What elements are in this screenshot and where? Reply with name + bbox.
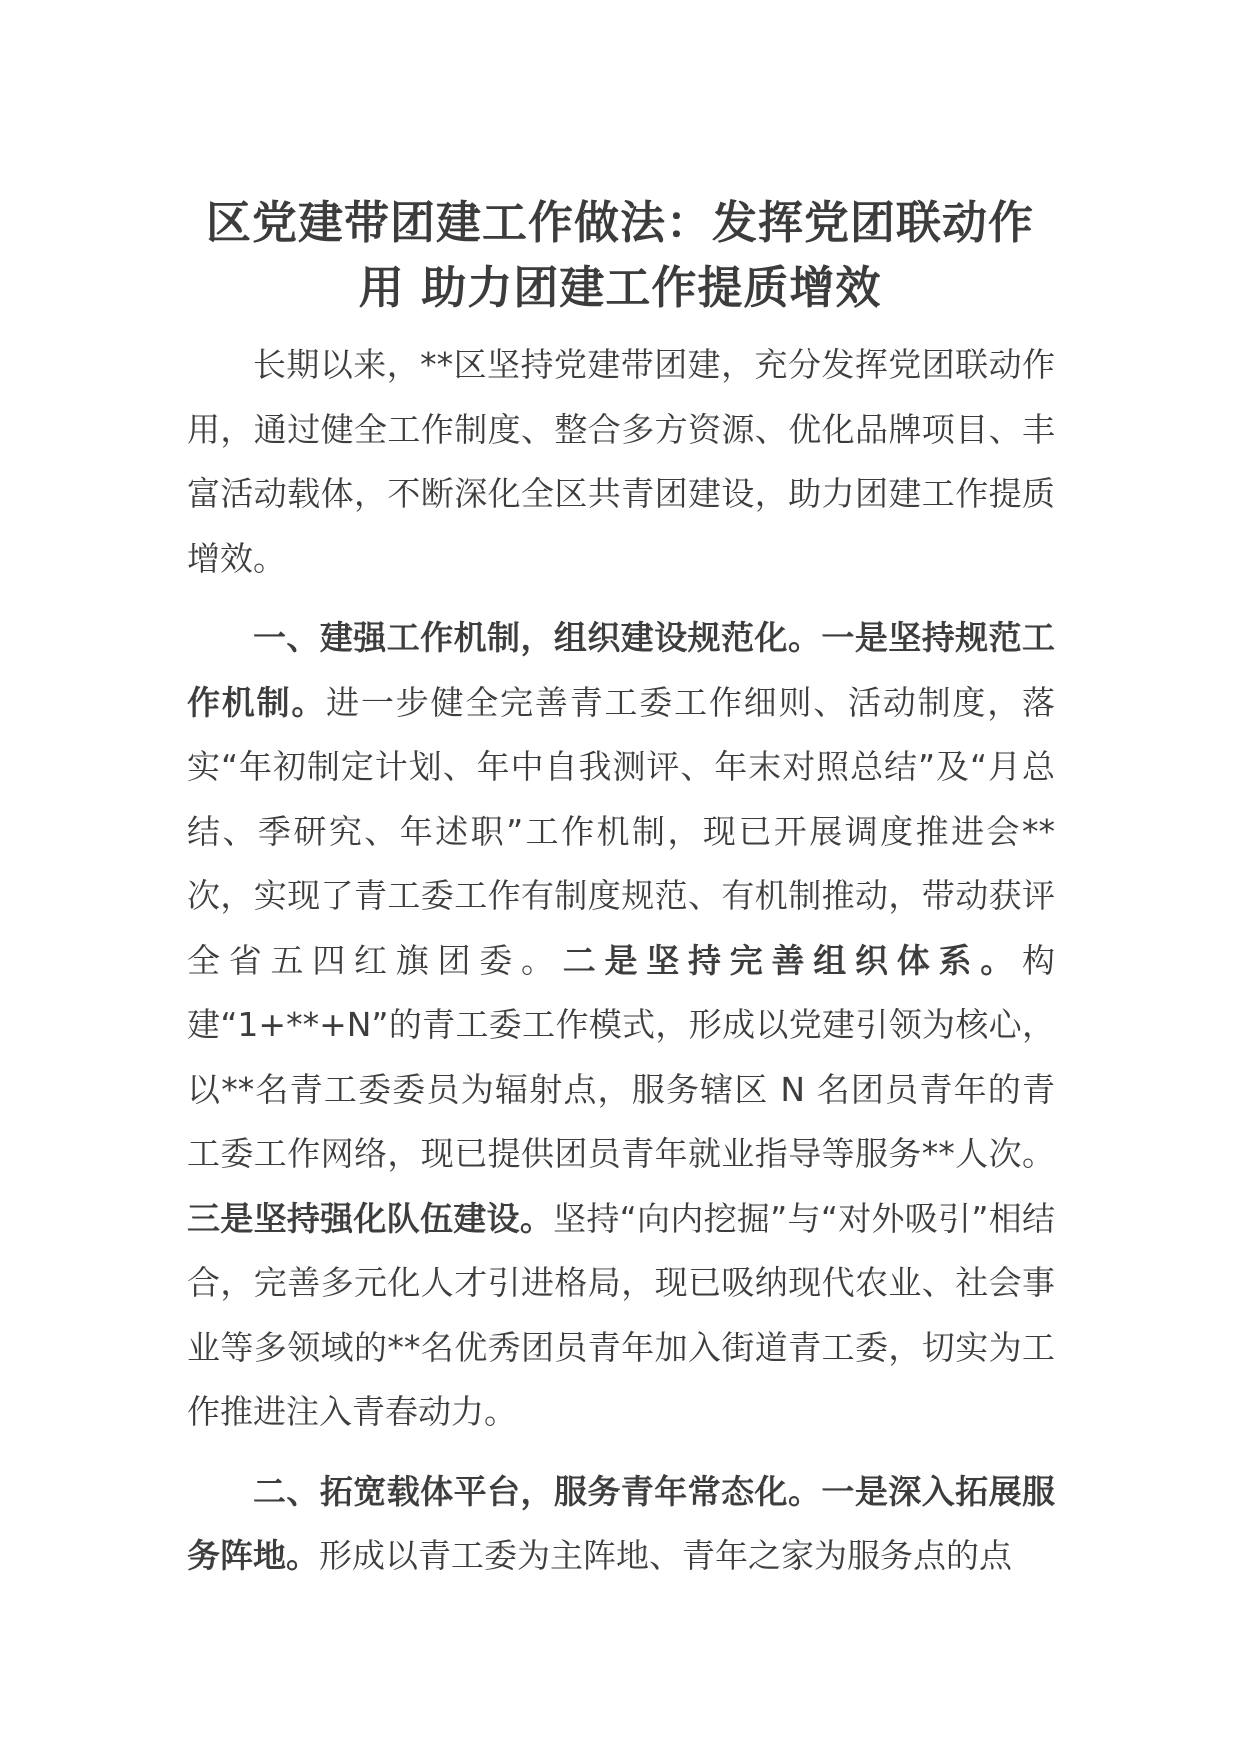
section-1-point-2-text: 构建“1+**+N”的青工委工作模式，形成以党建引领为核心，以**名青工委委员为辐射点，服务辖区 N 名团员青年的青工委工作网络，现已提供团员青年就业指导等服务**人次。 bbox=[187, 940, 1055, 1173]
document-body bbox=[187, 333, 1055, 1589]
section-1-point-3-heading: 三是坚持强化队伍建设。 bbox=[187, 1198, 554, 1238]
document-title bbox=[150, 190, 1090, 320]
section-1-heading: 一、建强工作机制，组织建设规范化。 bbox=[253, 618, 822, 657]
section-1-point-1-text: 进一步健全完善青工委工作细则、活动制度，落实“年初制定计划、年中自我测评、年末对照总结”及“月总结、季研究、年述职”工作机制，现已开展调度推进会**次，实现了青工委工作有制度规范、有机制推动，带动获评全省五四红旗团委。 bbox=[187, 682, 1056, 980]
section-1-paragraph bbox=[187, 606, 1055, 1445]
section-2-point-1-text: 形成以青工委为主阵地、青年之家为服务点的点 bbox=[319, 1536, 1012, 1575]
section-2-heading: 二、拓宽载体平台，服务青年常态化。 bbox=[253, 1471, 822, 1511]
section-2-point-1-heading: 一是深入拓展服务阵地。 bbox=[187, 1471, 1056, 1575]
title-line-1: 区党建带团建工作做法：发挥党团联动作 bbox=[205, 196, 1034, 249]
intro-paragraph: 长期以来，**区坚持党建带团建，充分发挥党团联动作用，通过健全工作制度、整合多方资源、优化品牌项目、丰富活动载体，不断深化全区共青团建设，助力团建工作提质增效。 bbox=[187, 345, 1055, 578]
section-1-point-1-heading: 一是坚持规范工作机制。 bbox=[187, 618, 1056, 722]
section-1-point-3-text: 坚持“向内挖掘”与“对外吸引”相结合，完善多元化人才引进格局，现已吸纳现代农业、社会事业等多领域的**名优秀团员青年加入街道青工委，切实为工作推进注入青春动力。 bbox=[187, 1198, 1056, 1431]
title-line-2: 用 助力团建工作提质增效 bbox=[358, 261, 882, 314]
section-2-paragraph bbox=[187, 1460, 1055, 1589]
section-1-point-2-heading: 二是坚持完善组织体系。 bbox=[562, 940, 1022, 980]
